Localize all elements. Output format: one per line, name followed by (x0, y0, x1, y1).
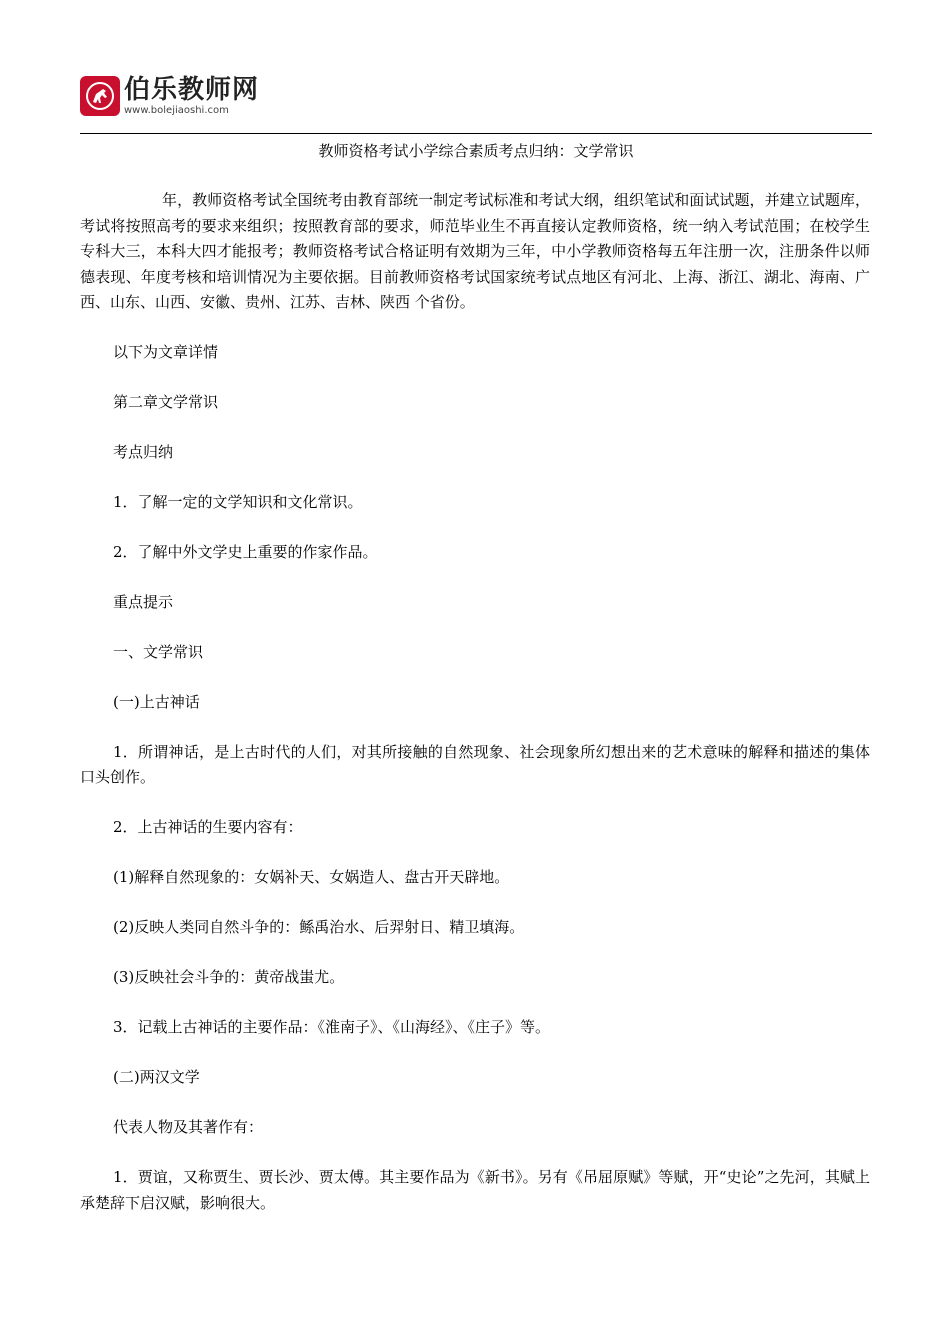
document-title: 教师资格考试小学综合素质考点归纳：文学常识 (318, 142, 634, 160)
document-body (80, 188, 870, 1241)
list-item: 1．了解一定的文学知识和文化常识。 (113, 492, 363, 511)
paragraph: 以下为文章详情 (113, 342, 219, 361)
logo-url[interactable]: www.bolejiaoshi.com (124, 105, 229, 116)
paragraph: 代表人物及其著作有： (113, 1118, 264, 1137)
chapter-heading: 第二章文学常识 (113, 392, 219, 411)
logo-name: 伯乐教师网 (124, 75, 260, 105)
list-item: 2．了解中外文学史上重要的作家作品。 (113, 542, 378, 561)
list-item: (2)反映人类同自然斗争的：鲧禹治水、后羿射日、精卫填海。 (113, 918, 525, 937)
list-item: (3)反映社会斗争的：黄帝战蚩尤。 (113, 968, 345, 987)
header-divider (80, 133, 872, 134)
list-item: (1)解释自然现象的：女娲补天、女娲造人、盘古开天辟地。 (113, 868, 510, 887)
list-item: 1．所谓神话，是上古时代的人们，对其所接触的自然现象、社会现象所幻想出来的艺术意味的解释和描述的集体口头创作。 (80, 742, 870, 787)
list-item: 3．记载上古神话的主要作品：《淮南子》、《山海经》、《庄子》等。 (113, 1018, 551, 1037)
section-heading: 重点提示 (113, 592, 174, 611)
section-heading: 一、文学常识 (113, 642, 204, 661)
list-item: 1．贾谊，又称贾生、贾长沙、贾太傅。其主要作品为《新书》。另有《吊屈原赋》等赋，开“史论”之先河，其赋上承楚辞下启汉赋，影响很大。 (80, 1168, 870, 1212)
page-header (80, 70, 872, 136)
intro-paragraph: 年，教师资格考试全国统考由教育部统一制定考试标准和考试大纲，组织笔试和面试试题，并建立试题库，考试将按照高考的要求来组织；按照教育部的要求，师范毕业生不再直接认定教师资格，统一纳入考试范围；在校学生专科大三，本科大四才能报考；教师资格考试合格证明有效期为三年，中小学教师资格每五年注册一次，注册条件以师德表现、年度考核和培训情况为主要依据。目前教师资格考试国家统考试点地区有河北、上海、浙江、湖北、海南、广西、山东、山西、安徽、贵州、江苏、吉林、陕西 个省份。 (80, 191, 870, 312)
list-item: 2．上古神话的生要内容有： (113, 818, 303, 837)
horse-emblem-icon (80, 76, 120, 116)
section-heading: 考点归纳 (113, 442, 174, 461)
subsection-heading: (一)上古神话 (113, 692, 200, 711)
site-logo[interactable] (80, 76, 259, 117)
subsection-heading: (二)两汉文学 (113, 1068, 200, 1087)
